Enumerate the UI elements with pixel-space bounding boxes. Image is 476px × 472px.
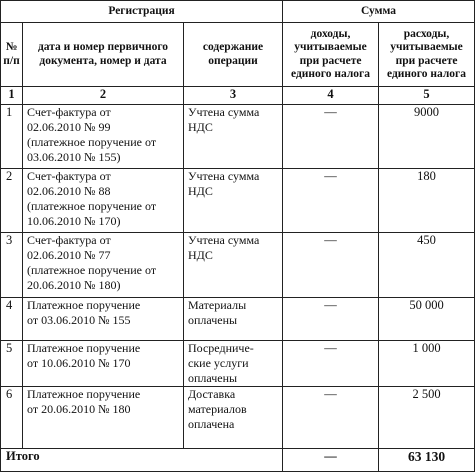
document-line: от 10.06.2010 № 170 <box>27 356 131 370</box>
col-number: 2 <box>23 87 184 105</box>
operation-line: Материалы <box>188 298 247 312</box>
document-line: 03.06.2010 № 155) <box>27 150 121 164</box>
document-line: (платежное поручение от <box>27 199 157 213</box>
row-index: 1 <box>1 105 23 169</box>
row-operation <box>184 387 283 449</box>
col-number: 1 <box>1 87 23 105</box>
table-row <box>1 387 475 449</box>
row-operation <box>184 341 283 387</box>
row-document <box>23 169 184 233</box>
amount-header: Сумма <box>283 1 475 23</box>
row-index: 6 <box>1 387 23 449</box>
table-row <box>1 105 475 169</box>
row-income: — <box>283 341 379 387</box>
total-expense: 63 130 <box>379 449 475 472</box>
operation-line: НДС <box>188 120 213 134</box>
document-line: Платежное поручение <box>27 387 141 401</box>
total-label: Итого <box>1 449 283 472</box>
row-index: 4 <box>1 298 23 341</box>
row-income: — <box>283 233 379 298</box>
operation-line: оплачены <box>188 313 238 327</box>
document-line: Счет-фактура от <box>27 105 111 119</box>
document-line: от 20.06.2010 № 180 <box>27 402 131 416</box>
operation-line: НДС <box>188 184 213 198</box>
document-line: Платежное поручение <box>27 341 141 355</box>
registration-header: Регистрация <box>1 1 283 23</box>
document-line: Счет-фактура от <box>27 233 111 247</box>
row-index: 5 <box>1 341 23 387</box>
document-line: Платежное поручение <box>27 298 141 312</box>
operation-line: оплачены <box>188 371 238 385</box>
total-income: — <box>283 449 379 472</box>
document-line: от 03.06.2010 № 155 <box>27 313 131 327</box>
row-document <box>23 387 184 449</box>
row-index: 3 <box>1 233 23 298</box>
document-line: 20.06.2010 № 180) <box>27 278 121 292</box>
col-number: 3 <box>184 87 283 105</box>
row-operation <box>184 169 283 233</box>
document-line: Счет-фактура от <box>27 169 111 183</box>
row-document <box>23 298 184 341</box>
row-income: — <box>283 105 379 169</box>
row-income: — <box>283 169 379 233</box>
row-document <box>23 105 184 169</box>
table-row <box>1 169 475 233</box>
col-doc-header: дата и номер первичного документа, номер и дата <box>23 23 184 87</box>
operation-line: Доставка <box>188 387 236 401</box>
col-no-header: № п/п <box>1 23 23 87</box>
row-document <box>23 341 184 387</box>
operation-line: Учтена сумма <box>188 233 260 247</box>
table-row <box>1 298 475 341</box>
col-number: 5 <box>379 87 475 105</box>
row-operation <box>184 233 283 298</box>
operation-line: материалов <box>188 402 247 416</box>
col-expense-header: расходы, учитываемые при расчете единого налога <box>379 23 475 87</box>
row-income: — <box>283 387 379 449</box>
ledger-body <box>1 105 475 449</box>
row-expense: 180 <box>379 169 475 233</box>
row-index: 2 <box>1 169 23 233</box>
table-row <box>1 341 475 387</box>
table-row <box>1 233 475 298</box>
operation-line: Учтена сумма <box>188 105 260 119</box>
col-op-header: содержание операции <box>184 23 283 87</box>
operation-line: Учтена сумма <box>188 169 260 183</box>
row-operation <box>184 298 283 341</box>
col-income-header: доходы, учитываемые при расчете единого налога <box>283 23 379 87</box>
row-operation <box>184 105 283 169</box>
row-expense: 2 500 <box>379 387 475 449</box>
row-income: — <box>283 298 379 341</box>
document-line: 02.06.2010 № 88 <box>27 184 111 198</box>
document-line: (платежное поручение от <box>27 135 157 149</box>
col-number: 4 <box>283 87 379 105</box>
document-line: (платежное поручение от <box>27 263 157 277</box>
document-line: 02.06.2010 № 99 <box>27 120 111 134</box>
document-line: 10.06.2010 № 170) <box>27 214 121 228</box>
row-document <box>23 233 184 298</box>
operation-line: ские услуги <box>188 356 249 370</box>
operation-line: Посредниче- <box>188 341 254 355</box>
row-expense: 1 000 <box>379 341 475 387</box>
row-expense: 50 000 <box>379 298 475 341</box>
operation-line: оплачена <box>188 417 235 431</box>
row-expense: 450 <box>379 233 475 298</box>
operation-line: НДС <box>188 248 213 262</box>
row-expense: 9000 <box>379 105 475 169</box>
document-line: 02.06.2010 № 77 <box>27 248 111 262</box>
